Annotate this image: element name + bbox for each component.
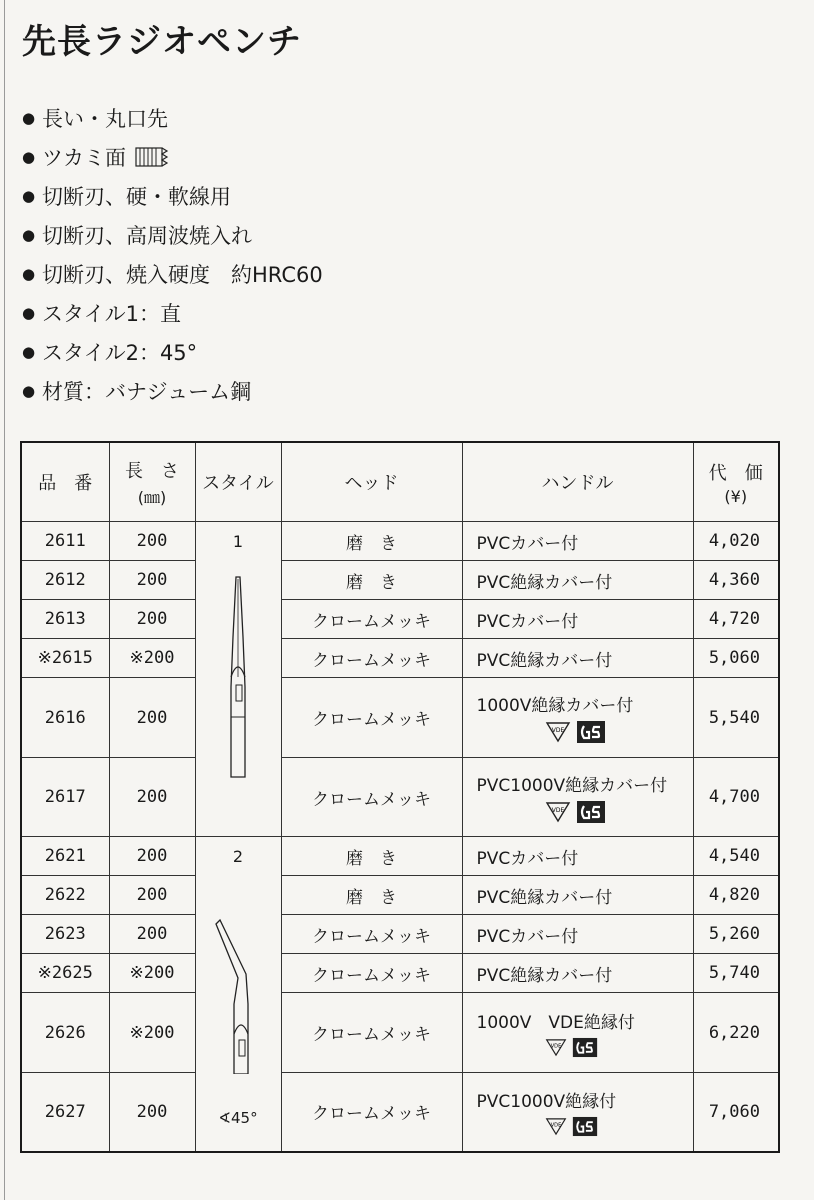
cell-code: 2622 (21, 876, 109, 915)
table-row (21, 561, 779, 600)
handle-text: PVC1000V絶縁カバー付 (476, 775, 668, 796)
handle-text: 1000V VDE絶縁付 (476, 1012, 635, 1033)
cell-length: 200 (109, 758, 195, 837)
header-length-unit: (㎜) (137, 487, 167, 507)
cell-price: 4,720 (693, 600, 779, 639)
cell-length: ※200 (109, 954, 195, 993)
page-left-rule (4, 0, 5, 1200)
vde-mark-icon (545, 1117, 567, 1136)
cell-code: 2617 (21, 758, 109, 837)
cell-price: 4,820 (693, 876, 779, 915)
style-2-label: 2 (232, 847, 244, 866)
cell-handle: PVCカバー付 (462, 600, 693, 639)
cell-length: 200 (109, 522, 195, 561)
gs-mark-icon (576, 720, 606, 744)
cell-head: クロームメッキ (281, 639, 462, 678)
cell-head: 磨 き (281, 561, 462, 600)
bullet-icon: ● (22, 186, 36, 205)
bullet-icon: ● (22, 342, 36, 361)
style-1-cell (195, 522, 281, 837)
table-row (21, 993, 779, 1073)
cell-handle (462, 678, 693, 758)
cell-head: クロームメッキ (281, 758, 462, 837)
gs-mark-icon (572, 1116, 598, 1137)
cell-length: 200 (109, 561, 195, 600)
table-row (21, 639, 779, 678)
feature-text: スタイル1：直 (42, 301, 181, 326)
table-row (21, 758, 779, 837)
grip-surface-icon (134, 144, 170, 170)
cell-code: 2623 (21, 915, 109, 954)
svg-text:VDE: VDE (551, 806, 564, 814)
cell-price: 4,540 (693, 837, 779, 876)
cell-code: ※2615 (21, 639, 109, 678)
feature-text: 材質：バナジューム鋼 (42, 379, 252, 404)
feature-item (22, 371, 323, 410)
table-row (21, 915, 779, 954)
table-row (21, 837, 779, 876)
cell-length: 200 (109, 915, 195, 954)
spec-table (20, 441, 780, 1153)
cell-head: 磨 き (281, 876, 462, 915)
cell-code: 2627 (21, 1073, 109, 1152)
angle-label: ∢45° (218, 1108, 258, 1127)
bullet-icon: ● (22, 225, 36, 244)
cell-length: 200 (109, 600, 195, 639)
feature-text: 切断刃、高周波焼入れ (42, 223, 252, 248)
feature-item (22, 254, 323, 293)
cell-handle: PVC絶縁カバー付 (462, 639, 693, 678)
cell-head: クロームメッキ (281, 954, 462, 993)
cell-head: クロームメッキ (281, 1073, 462, 1152)
table-row (21, 522, 779, 561)
header-price-unit: (¥) (724, 486, 748, 506)
bullet-icon: ● (22, 303, 36, 322)
feature-item (22, 137, 323, 176)
cell-length: ※200 (109, 993, 195, 1073)
cell-handle (462, 1073, 693, 1152)
svg-text:VDE: VDE (550, 1122, 561, 1129)
cell-length: ※200 (109, 639, 195, 678)
cell-price: 5,060 (693, 639, 779, 678)
header-style: スタイル (195, 442, 281, 522)
cell-handle (462, 758, 693, 837)
cell-code: 2612 (21, 561, 109, 600)
vde-mark-icon (545, 1038, 567, 1057)
cell-price: 5,540 (693, 678, 779, 758)
table-row (21, 876, 779, 915)
handle-text: 1000V絶縁カバー付 (476, 696, 634, 716)
straight-pliers-illustration (218, 567, 258, 787)
cell-length: 200 (109, 837, 195, 876)
cell-length: 200 (109, 1073, 195, 1152)
feature-text: スタイル2：45° (42, 340, 198, 365)
feature-text: 切断刃、焼入硬度 約HRC60 (42, 262, 323, 287)
feature-text: 切断刃、硬・軟線用 (42, 184, 231, 209)
cell-price: 5,740 (693, 954, 779, 993)
table-header-row (21, 442, 779, 522)
style-1-label: 1 (232, 532, 244, 551)
certification-marks (477, 1116, 693, 1137)
bent-45-pliers-illustration (208, 874, 268, 1074)
svg-text:VDE: VDE (551, 727, 564, 734)
feature-item (22, 98, 323, 137)
gs-mark-icon (572, 1037, 598, 1058)
header-price (693, 442, 779, 522)
cell-handle: PVCカバー付 (462, 915, 693, 954)
table-row (21, 954, 779, 993)
cell-head: 磨 き (281, 837, 462, 876)
feature-text: 長い・丸口先 (42, 106, 168, 131)
feature-item (22, 176, 323, 215)
certification-marks (477, 720, 693, 744)
gs-mark-icon (576, 800, 606, 824)
cell-head: 磨 き (281, 522, 462, 561)
cell-price: 7,060 (693, 1073, 779, 1152)
style-2-cell (195, 837, 281, 1152)
feature-item (22, 293, 323, 332)
svg-text:VDE: VDE (550, 1043, 561, 1049)
cell-handle: PVC絶縁カバー付 (462, 876, 693, 915)
cell-code: ※2625 (21, 954, 109, 993)
cell-code: 2611 (21, 522, 109, 561)
vde-mark-icon (545, 801, 571, 823)
header-price-label: 代 価 (708, 462, 763, 484)
feature-item (22, 215, 323, 254)
cell-code: 2616 (21, 678, 109, 758)
certification-marks (477, 800, 693, 824)
cell-head: クロームメッキ (281, 678, 462, 758)
cell-code: 2621 (21, 837, 109, 876)
cell-head: クロームメッキ (281, 993, 462, 1073)
header-handle: ハンドル (462, 442, 693, 522)
header-code: 品 番 (21, 442, 109, 522)
cell-price: 4,020 (693, 522, 779, 561)
feature-item (22, 332, 323, 371)
bullet-icon: ● (22, 108, 36, 127)
cell-handle: PVC絶縁カバー付 (462, 561, 693, 600)
bullet-icon: ● (22, 264, 36, 283)
header-head: ヘッド (281, 442, 462, 522)
feature-list (22, 98, 323, 410)
header-length-label: 長 さ (125, 460, 179, 482)
handle-text: PVC1000V絶縁付 (476, 1091, 617, 1112)
cell-head: クロームメッキ (281, 600, 462, 639)
bullet-icon: ● (22, 147, 36, 166)
cell-handle: PVCカバー付 (462, 837, 693, 876)
page-title: 先長ラジオペンチ (22, 22, 302, 62)
cell-head: クロームメッキ (281, 915, 462, 954)
cell-code: 2613 (21, 600, 109, 639)
vde-mark-icon (545, 721, 571, 743)
cell-handle (462, 993, 693, 1073)
cell-handle: PVC絶縁カバー付 (462, 954, 693, 993)
table-row (21, 1073, 779, 1152)
bullet-icon: ● (22, 381, 36, 400)
table-row (21, 678, 779, 758)
header-length (109, 442, 195, 522)
cell-handle: PVCカバー付 (462, 522, 693, 561)
table-row (21, 600, 779, 639)
certification-marks (477, 1037, 693, 1058)
feature-text: ツカミ面 (42, 145, 126, 170)
cell-price: 5,260 (693, 915, 779, 954)
cell-code: 2626 (21, 993, 109, 1073)
cell-price: 4,360 (693, 561, 779, 600)
cell-price: 4,700 (693, 758, 779, 837)
cell-length: 200 (109, 678, 195, 758)
cell-price: 6,220 (693, 993, 779, 1073)
cell-length: 200 (109, 876, 195, 915)
